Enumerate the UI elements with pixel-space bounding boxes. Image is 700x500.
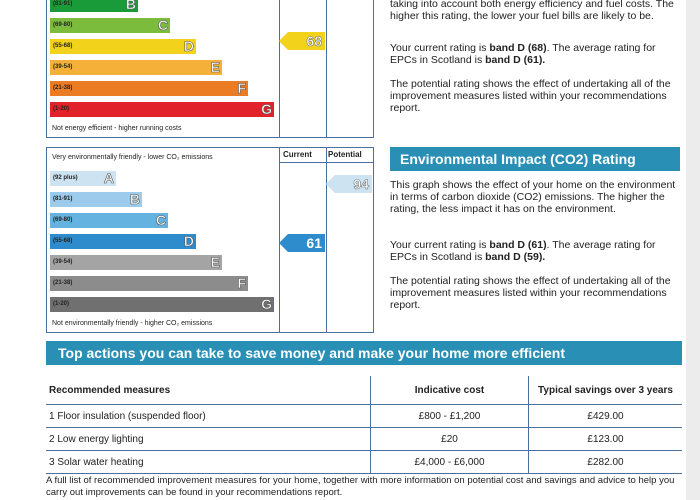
rating-band-e bbox=[50, 255, 222, 270]
band-range-label: (55-68) bbox=[53, 43, 73, 49]
band-letter: G bbox=[261, 101, 272, 117]
band-letter: E bbox=[210, 59, 220, 75]
table-row bbox=[46, 451, 682, 474]
measure-cell: 1 Floor insulation (suspended floor) bbox=[46, 405, 371, 428]
rating-band-f bbox=[50, 276, 248, 291]
savings-cell: £123.00 bbox=[529, 428, 683, 451]
rating-band-d bbox=[50, 234, 196, 249]
current-rating-value: 68 bbox=[306, 33, 322, 49]
cost-cell: £4,000 - £6,000 bbox=[371, 451, 529, 474]
band-range-label: (81-91) bbox=[53, 196, 73, 202]
band-range-label: (81-91) bbox=[53, 1, 73, 7]
ee-paragraph-2: Your current rating is band D (68). The average rating for EPCs in Scotland is band D (61). bbox=[390, 42, 656, 66]
column-header: Recommended measures bbox=[46, 376, 371, 405]
current-rating-arrow bbox=[279, 32, 325, 50]
rating-band-f bbox=[50, 81, 248, 96]
column-divider bbox=[326, 0, 327, 137]
rating-band-c bbox=[50, 213, 168, 228]
measure-cell: 3 Solar water heating bbox=[46, 451, 371, 474]
column-header: Typical savings over 3 years bbox=[529, 376, 683, 405]
table-header-row bbox=[46, 376, 682, 405]
band-letter: A bbox=[103, 170, 114, 186]
band-range-label: (1-20) bbox=[53, 106, 70, 112]
rating-band-e bbox=[50, 60, 222, 75]
band-letter: B bbox=[129, 191, 140, 207]
env-paragraph-2: Your current rating is band D (61). The average rating for EPCs in Scotland is band D (59). bbox=[390, 239, 656, 263]
band-range-label: (39-54) bbox=[53, 259, 73, 265]
band-letter: F bbox=[237, 275, 246, 291]
rating-band-c bbox=[50, 18, 170, 33]
env-paragraph-1: This graph shows the effect of your home on the environment in terms of carbon dioxide (CO2) emissions. The higher the rating, the less impact it has on the environment. bbox=[390, 179, 676, 215]
rating-band-g bbox=[50, 297, 274, 312]
current-column-header: Current bbox=[283, 150, 312, 159]
table-row bbox=[46, 405, 682, 428]
header-rule bbox=[279, 162, 373, 163]
band-range-label: (39-54) bbox=[53, 64, 73, 70]
band-range-label: (69-80) bbox=[53, 22, 73, 28]
savings-cell: £282.00 bbox=[529, 451, 683, 474]
environmental-impact-chart bbox=[46, 147, 374, 333]
rating-band-b bbox=[50, 0, 138, 12]
rating-band-d bbox=[50, 39, 196, 54]
band-letter: F bbox=[237, 80, 246, 96]
footer-note: A full list of recommended improvement measures for your home, together with more information on potential cost and savings and advice to help you carry out improvements can be found in your recommendations report. bbox=[46, 475, 675, 498]
cost-cell: £20 bbox=[371, 428, 529, 451]
env-top-caption: Very environmentally friendly - lower CO₂ emissions bbox=[52, 154, 213, 161]
band-range-label: (92 plus) bbox=[53, 175, 78, 181]
potential-column-header: Potential bbox=[328, 150, 362, 159]
env-paragraph-3: The potential rating shows the effect of undertaking all of the improvement measures listed within your recommendations report. bbox=[390, 275, 671, 311]
band-letter: C bbox=[157, 17, 168, 33]
energy-efficiency-chart bbox=[46, 0, 374, 138]
rating-band-a bbox=[50, 171, 116, 186]
page-edge-shadow bbox=[686, 0, 700, 500]
potential-rating-value: 94 bbox=[353, 176, 369, 192]
potential-rating-arrow bbox=[326, 175, 372, 193]
current-rating-arrow bbox=[279, 234, 325, 252]
top-actions-heading: Top actions you can take to save money and make your home more efficient bbox=[46, 341, 682, 365]
table-row bbox=[46, 428, 682, 451]
column-divider bbox=[279, 0, 280, 137]
band-letter: D bbox=[183, 38, 194, 54]
band-letter: G bbox=[261, 296, 272, 312]
current-rating-value: 61 bbox=[306, 235, 322, 251]
column-header: Indicative cost bbox=[371, 376, 529, 405]
band-letter: E bbox=[210, 254, 220, 270]
ee-bottom-caption: Not energy efficient - higher running costs bbox=[52, 125, 182, 132]
band-range-label: (21-38) bbox=[53, 85, 73, 91]
savings-cell: £429.00 bbox=[529, 405, 683, 428]
rating-band-g bbox=[50, 102, 274, 117]
band-letter: C bbox=[155, 212, 166, 228]
band-range-label: (55-68) bbox=[53, 238, 73, 244]
ee-paragraph-3: The potential rating shows the effect of undertaking all of the improvement measures listed within your recommendations report. bbox=[390, 78, 671, 114]
environmental-impact-heading: Environmental Impact (CO2) Rating bbox=[390, 147, 680, 171]
ee-paragraph-1: taking into account both energy efficiency and fuel costs. The higher this rating, the lower your fuel bills are likely to be. bbox=[390, 0, 674, 22]
band-letter: D bbox=[183, 233, 194, 249]
band-range-label: (1-20) bbox=[53, 301, 70, 307]
band-range-label: (69-80) bbox=[53, 217, 73, 223]
env-bottom-caption: Not environmentally friendly - higher CO₂ emissions bbox=[52, 320, 213, 327]
band-range-label: (21-38) bbox=[53, 280, 73, 286]
cost-cell: £800 - £1,200 bbox=[371, 405, 529, 428]
band-letter: B bbox=[125, 0, 136, 12]
measure-cell: 2 Low energy lighting bbox=[46, 428, 371, 451]
recommended-measures-table bbox=[46, 376, 682, 474]
rating-band-b bbox=[50, 192, 142, 207]
